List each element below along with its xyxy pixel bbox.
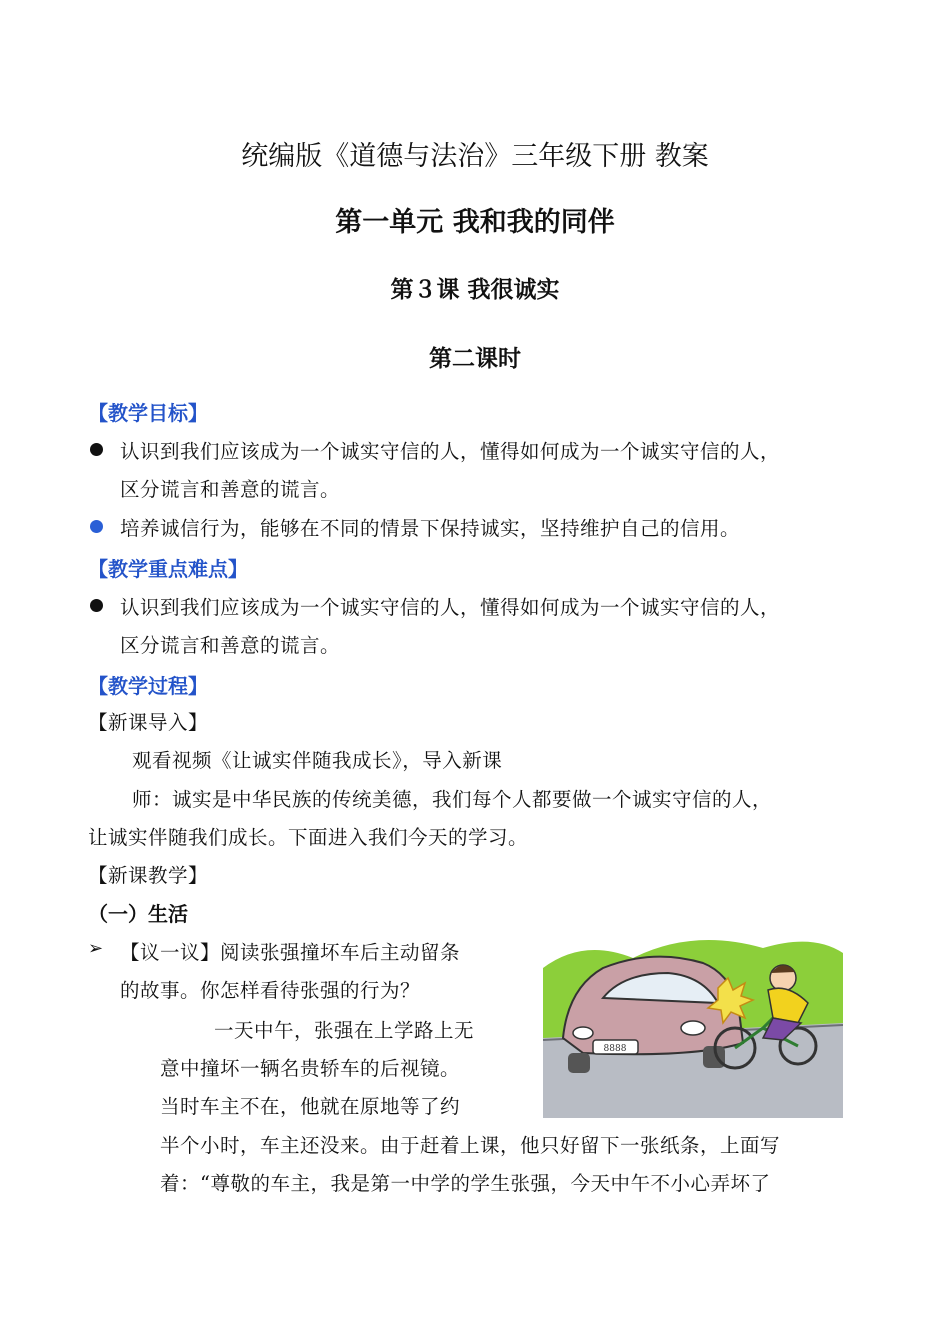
arrow-bullet-icon: ➢ — [88, 938, 104, 959]
bullet-icon — [90, 443, 103, 456]
discuss-line-2: 的故事。你怎样看待张强的行为？ — [120, 979, 421, 1002]
car-accident-illustration — [543, 928, 843, 1118]
objectives-heading: 【教学目标】 — [88, 401, 208, 425]
teacher-line-2: 让诚实伴随我们成长。下面进入我们今天的学习。 — [88, 826, 529, 849]
key-point-1-line-1: 认识到我们应该成为一个诚实守信的人，懂得如何成为一个诚实守信的人， — [120, 596, 781, 619]
story-line-3: 当时车主不在，他就在原地等了约 — [160, 1095, 461, 1118]
objective-2-line-1: 培养诚信行为，能够在不同的情景下保持诚实，坚持维护自己的信用。 — [120, 517, 741, 540]
process-heading: 【教学过程】 — [88, 674, 208, 698]
bullet-icon — [90, 599, 103, 612]
story-line-1: 一天中午，张强在上学路上无 — [214, 1019, 475, 1042]
teach-heading: 【新课教学】 — [88, 864, 209, 887]
bullet-icon — [90, 520, 103, 533]
unit-title: 第一单元 我和我的同伴 — [335, 207, 615, 238]
key-point-1-line-2: 区分谎言和善意的谎言。 — [120, 634, 341, 657]
intro-line: 观看视频《让诚实伴随我成长》，导入新课 — [132, 749, 503, 772]
key-points-heading: 【教学重点难点】 — [88, 557, 248, 581]
license-plate: 8888 — [603, 1044, 627, 1054]
story-line-5: 着：“尊敬的车主，我是第一中学的学生张强，今天中午不小心弄坏了 — [160, 1172, 771, 1195]
intro-heading: 【新课导入】 — [88, 711, 209, 734]
lesson-title: 第３课 我很诚实 — [390, 277, 560, 303]
objective-1-line-2: 区分谎言和善意的谎言。 — [120, 478, 341, 501]
story-line-4: 半个小时，车主还没来。由于赶着上课，他只好留下一张纸条，上面写 — [160, 1134, 781, 1157]
teacher-line-1: 师：诚实是中华民族的传统美德，我们每个人都要做一个诚实守信的人， — [132, 788, 773, 811]
story-line-2: 意中撞坏一辆名贵轿车的后视镜。 — [160, 1057, 461, 1080]
document-title: 统编版《道德与法治》三年级下册 教案 — [241, 141, 709, 172]
discuss-line-1: 【议一议】阅读张强撞坏车后主动留条 — [120, 941, 461, 964]
part-1-heading: （一）生活 — [88, 902, 188, 926]
period-title: 第二课时 — [429, 346, 521, 372]
objective-1-line-1: 认识到我们应该成为一个诚实守信的人，懂得如何成为一个诚实守信的人， — [120, 440, 781, 463]
